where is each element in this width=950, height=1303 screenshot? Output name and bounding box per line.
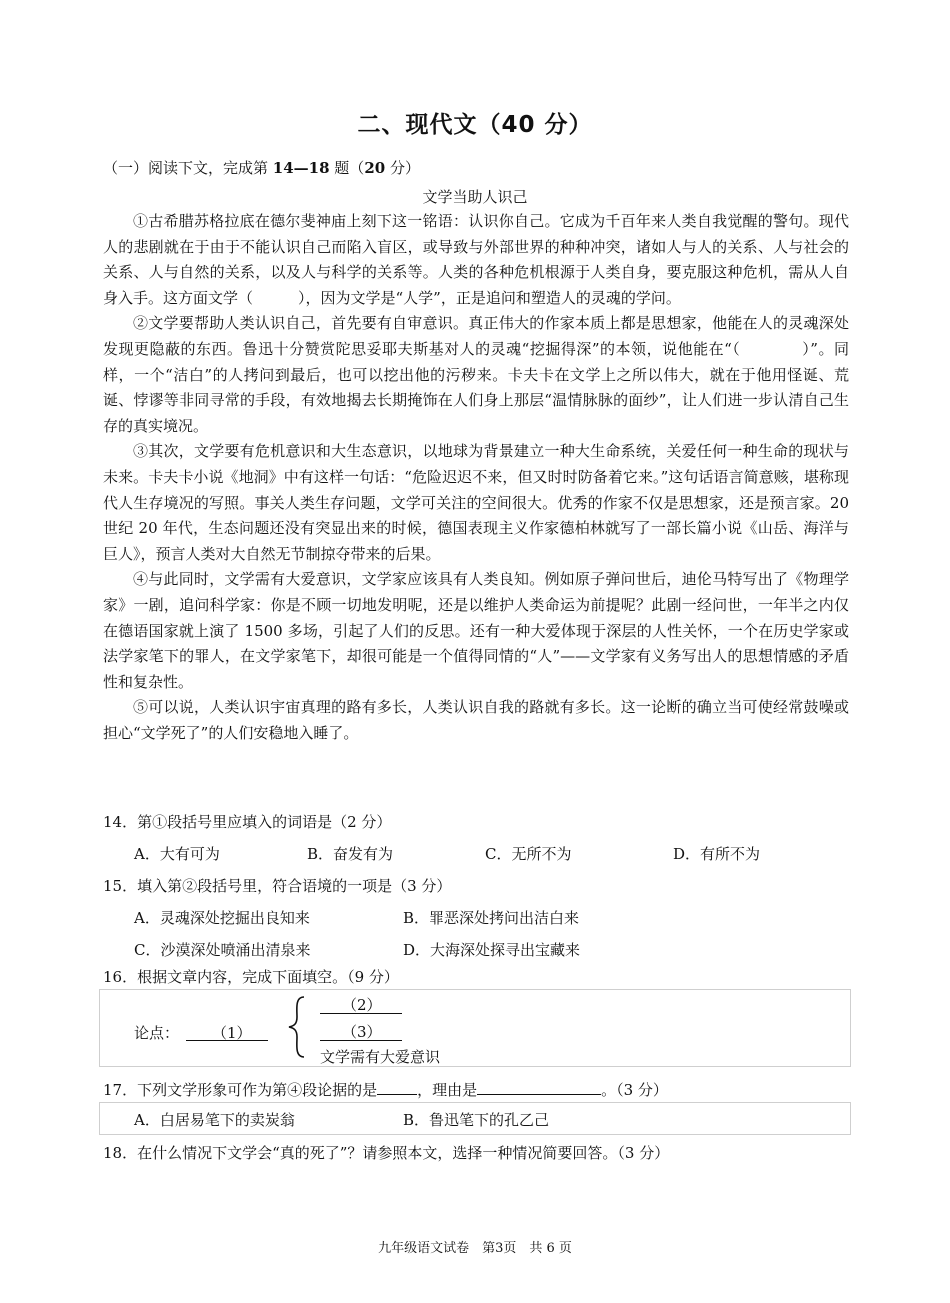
q17-stem-part-1: 17．下列文学形象可作为第④段论据的是 [103, 1081, 378, 1099]
q16-blank-3-label: （3） [342, 1023, 382, 1041]
paragraph-2: ②文学要帮助人类认识自己，首先要有自审意识。真正伟大的作家本质上都是思想家，他能在人的灵魂深处发现更隐蔽的东西。鲁迅十分赞赏陀思妥耶夫斯基对人的灵魂“挖掘得深”的本领，说他能在“（ ）”。同样，一个“洁白”的人拷问到最后，也可以挖出他的污秽来。卡夫卡在文学上之所以伟大，就在于他用怪诞、荒诞、悖谬等非同寻常的手段，有效地揭去长期掩饰在人们身上那层“温情脉脉的面纱”，让人们进一步认清自己生存的真实境况。 [103, 314, 849, 435]
paragraph-5: ⑤可以说，人类认识宇宙真理的路有多长，人类认识自我的路就有多长。这一论断的确立当可使经常鼓噪或担心“文学死了”的人们安稳地入睡了。 [103, 698, 849, 742]
q17-stem-part-2: ，理由是 [417, 1081, 478, 1099]
q16-blank-2-label: （2） [342, 996, 382, 1014]
question-18-stem: 18．在什么情况下文学会“真的死了”？请参照本文，选择一种情况简要回答。（3 分） [103, 1144, 670, 1162]
question-14-stem: 14．第①段括号里应填入的词语是（2 分） [103, 813, 392, 831]
paragraph-3: ③其次，文学要有危机意识和大生态意识，以地球为背景建立一种大生命系统，关爱任何一种生命的现状与未来。卡夫卡小说《地洞》中有这样一句话：“危险迟迟不来，但又时时防备着它来。”这句话语言简意赅，堪称现代人生存境况的写照。事关人类生存问题，文学可关注的空间很大。优秀的作家不仅是思想家，还是预言家。20 世纪 20 年代，生态问题还没有突显出来的时候，德国表现主义作家德柏林就写了一部长篇小说《山岳、海洋与巨人》，预言人类对大自然无节制掠夺带来的后果。 [103, 442, 849, 563]
q16-blank-1-label: （1） [212, 1024, 252, 1042]
q17-option-a[interactable]: A．白居易笔下的卖炭翁 [134, 1111, 295, 1129]
part-intro-points: 20 [364, 159, 386, 177]
q16-blank-3-line[interactable] [320, 1040, 402, 1041]
curly-brace-icon [286, 995, 308, 1059]
q16-item-4: 文学需有大爱意识 [320, 1048, 441, 1066]
paragraph-4: ④与此同时，文学需有大爱意识，文学家应该具有人类良知。例如原子弹问世后，迪伦马特写出了《物理学家》一剧，追问科学家：你是不顾一切地发明呢，还是以维护人类命运为前提呢？此剧一经问世，一年半之内仅在德语国家就上演了 1500 多场，引起了人们的反思。还有一种大爱体现于深层的人性关怀，一个在历史学家或法学家笔下的罪人，在文学家笔下，却很可能是一个值得同情的“人”——文学家有义务写出人的思想情感的矛盾性和复杂性。 [103, 570, 849, 691]
section-title: 二、现代文（40 分） [357, 112, 593, 138]
q17-option-b[interactable]: B．鲁迅笔下的孔乙己 [403, 1111, 550, 1129]
q14-option-d[interactable]: D．有所不为 [673, 845, 761, 863]
q14-option-a[interactable]: A．大有可为 [134, 845, 220, 863]
part-intro-prefix: （一）阅读下文，完成第 [103, 159, 273, 177]
article-title: 文学当助人识己 [422, 188, 528, 206]
q17-blank-2[interactable] [477, 1080, 601, 1095]
question-17-stem [103, 1079, 668, 1100]
q15-option-b[interactable]: B．罪恶深处拷问出洁白来 [403, 909, 580, 927]
q16-thesis-label: 论点： [134, 1024, 180, 1042]
q15-option-d[interactable]: D．大海深处探寻出宝藏来 [403, 941, 581, 959]
q17-stem-part-3: 。（3 分） [601, 1081, 668, 1099]
q15-option-a[interactable]: A．灵魂深处挖掘出良知来 [134, 909, 310, 927]
page-footer: 九年级语文试卷 第3页 共 6 页 [378, 1241, 572, 1256]
q16-blank-2-line[interactable] [320, 1013, 402, 1014]
question-15-stem: 15．填入第②段括号里，符合语境的一项是（3 分） [103, 877, 452, 895]
q15-option-c[interactable]: C．沙漠深处喷涌出清泉来 [134, 941, 311, 959]
part-intro [103, 157, 420, 178]
question-16-stem: 16．根据文章内容，完成下面填空。（9 分） [103, 968, 399, 986]
part-intro-range: 14—18 [272, 159, 330, 177]
reading-passage [103, 209, 849, 746]
q14-option-b[interactable]: B．奋发有为 [307, 845, 394, 863]
part-intro-mid: 题（ [329, 159, 365, 177]
paragraph-1: ①古希腊苏格拉底在德尔斐神庙上刻下这一铭语：认识你自己。它成为千百年来人类自我觉醒的警句。现代人的悲剧就在于由于不能认识自己而陷入盲区，或导致与外部世界的种种冲突，诸如人与人的关系、人与社会的关系、人与自然的关系，以及人与科学的关系等。人类的各种危机根源于人类自身，要克服这种危机，需从人自身入手。这方面文学（ ），因为文学是“人学”，正是追问和塑造人的灵魂的学问。 [103, 212, 849, 307]
q14-option-c[interactable]: C．无所不为 [485, 845, 572, 863]
part-intro-suffix: 分） [385, 159, 420, 177]
q17-blank-1[interactable] [377, 1080, 417, 1095]
